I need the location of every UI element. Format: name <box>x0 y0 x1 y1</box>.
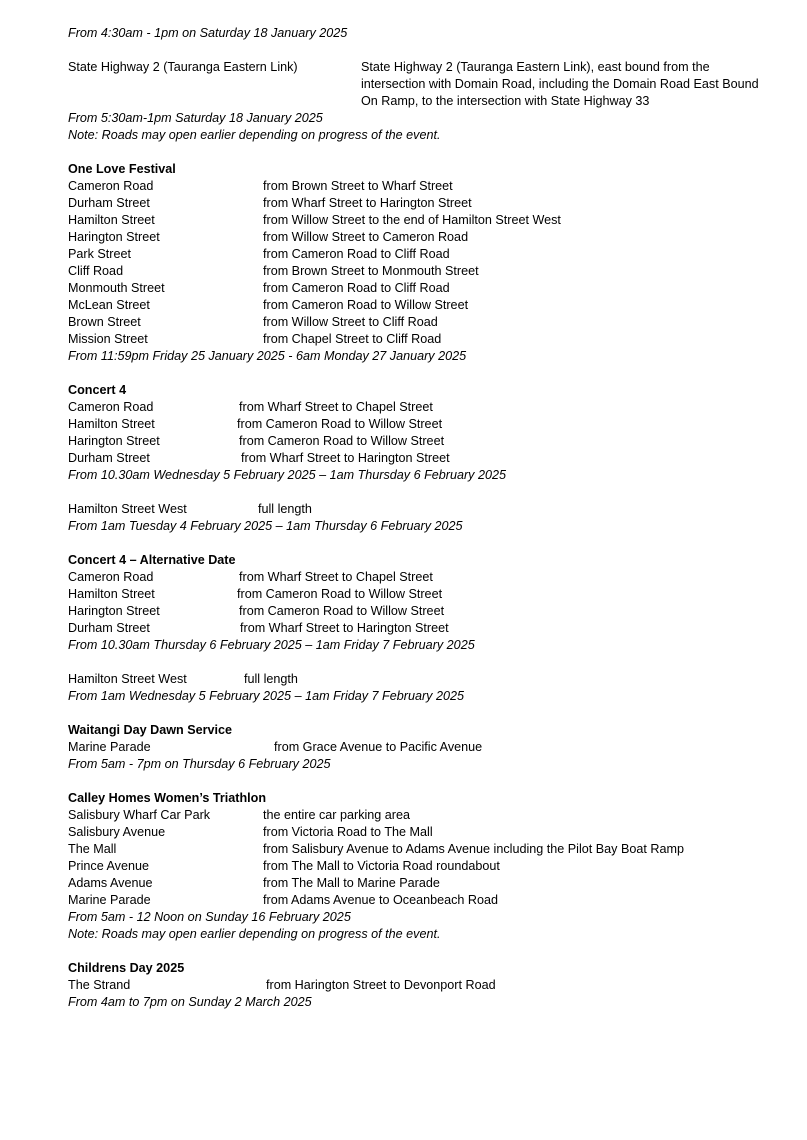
intro-time-1: From 4:30am - 1pm on Saturday 18 January 2025 <box>68 26 348 40</box>
road-extent: from Adams Avenue to Oceanbeach Road <box>263 893 499 907</box>
section-heading-one-love: One Love Festival <box>68 162 176 176</box>
closure-row <box>68 586 768 603</box>
closure-row <box>68 178 768 195</box>
road-name: Brown Street <box>68 315 141 329</box>
road-extent: from Grace Avenue to Pacific Avenue <box>274 740 483 754</box>
concert-4-alt-closures <box>68 569 768 637</box>
triathlon-closures <box>68 807 768 909</box>
triathlon-note: Note: Roads may open earlier depending on progress of the event. <box>68 927 441 941</box>
waitangi-time: From 5am - 7pm on Thursday 6 February 2025 <box>68 757 331 771</box>
closure-row <box>68 331 768 348</box>
road-name: Cliff Road <box>68 264 124 278</box>
road-extent: from Willow Street to the end of Hamilton Street West <box>263 213 561 227</box>
section-heading-concert-4: Concert 4 <box>68 383 127 397</box>
road-name: Hamilton Street <box>68 417 155 431</box>
intro-time-2: From 5:30am-1pm Saturday 18 January 2025 <box>68 111 323 125</box>
section-heading-concert-4-alt: Concert 4 – Alternative Date <box>68 553 236 567</box>
sh2-closure-row <box>68 59 768 110</box>
road-extent: from The Mall to Victoria Road roundabout <box>263 859 500 873</box>
road-name: Hamilton Street West <box>68 672 187 686</box>
road-name: Adams Avenue <box>68 876 153 890</box>
road-name: Durham Street <box>68 196 150 210</box>
road-extent: full length <box>244 672 298 686</box>
closure-row <box>68 824 768 841</box>
road-name: Harington Street <box>68 604 160 618</box>
closure-row <box>68 739 768 756</box>
road-name: Park Street <box>68 247 131 261</box>
closure-row <box>68 671 768 688</box>
road-extent: from Brown Street to Wharf Street <box>263 179 453 193</box>
road-name: Hamilton Street <box>68 587 155 601</box>
road-extent: from Willow Street to Cameron Road <box>263 230 469 244</box>
closure-row <box>68 195 768 212</box>
road-name: Mission Street <box>68 332 148 346</box>
closure-row <box>68 603 768 620</box>
closure-row <box>68 280 768 297</box>
closure-row <box>68 314 768 331</box>
closure-row <box>68 433 768 450</box>
road-name: Marine Parade <box>68 893 151 907</box>
section-heading-waitangi: Waitangi Day Dawn Service <box>68 723 233 737</box>
triathlon-time: From 5am - 12 Noon on Sunday 16 February 2025 <box>68 910 351 924</box>
road-name: Hamilton Street <box>68 213 155 227</box>
road-name: McLean Street <box>68 298 150 312</box>
road-extent: from Cameron Road to Cliff Road <box>263 281 450 295</box>
road-name: Durham Street <box>68 451 150 465</box>
closure-row <box>68 841 768 858</box>
road-name: The Mall <box>68 842 117 856</box>
road-name: Cameron Road <box>68 400 154 414</box>
closure-row <box>68 263 768 280</box>
intro-note: Note: Roads may open earlier depending on progress of the event. <box>68 128 441 142</box>
road-extent: from Cameron Road to Willow Street <box>239 434 445 448</box>
road-extent: from Wharf Street to Harington Street <box>241 451 450 465</box>
sh2-road: State Highway 2 (Tauranga Eastern Link) <box>68 60 298 74</box>
section-heading-triathlon: Calley Homes Women’s Triathlon <box>68 791 267 805</box>
road-extent: from Wharf Street to Chapel Street <box>239 400 433 414</box>
closure-row <box>68 229 768 246</box>
road-name: Salisbury Avenue <box>68 825 166 839</box>
road-name: Cameron Road <box>68 570 154 584</box>
childrens-day-time: From 4am to 7pm on Sunday 2 March 2025 <box>68 995 312 1009</box>
road-extent: from Brown Street to Monmouth Street <box>263 264 479 278</box>
road-extent: from The Mall to Marine Parade <box>263 876 440 890</box>
road-name: Durham Street <box>68 621 150 635</box>
closure-row <box>68 892 768 909</box>
closure-row <box>68 297 768 314</box>
road-extent: the entire car parking area <box>263 808 411 822</box>
one-love-time: From 11:59pm Friday 25 January 2025 - 6am Monday 27 January 2025 <box>68 349 467 363</box>
closure-row <box>68 620 768 637</box>
road-extent: from Cameron Road to Willow Street <box>239 604 445 618</box>
sh2-description: State Highway 2 (Tauranga Eastern Link), east bound from the intersection with Domain Road, including the Domain Road East Bound On Ramp, to the intersection with State Highway 33 <box>361 60 759 108</box>
road-extent: full length <box>258 502 312 516</box>
road-extent: from Victoria Road to The Mall <box>263 825 433 839</box>
closure-row <box>68 858 768 875</box>
road-extent: from Willow Street to Cliff Road <box>263 315 438 329</box>
road-extent: from Wharf Street to Harington Street <box>263 196 472 210</box>
road-extent: from Harington Street to Devonport Road <box>266 978 496 992</box>
road-name: Monmouth Street <box>68 281 165 295</box>
closure-row <box>68 450 768 467</box>
road-extent: from Cameron Road to Willow Street <box>237 587 443 601</box>
closure-row <box>68 246 768 263</box>
road-name: Harington Street <box>68 230 160 244</box>
road-extent: from Cameron Road to Cliff Road <box>263 247 450 261</box>
road-extent: from Wharf Street to Chapel Street <box>239 570 433 584</box>
concert-4-alt-hsw-time: From 1am Wednesday 5 February 2025 – 1am Friday 7 February 2025 <box>68 689 464 703</box>
road-name: Salisbury Wharf Car Park <box>68 808 211 822</box>
road-name: Cameron Road <box>68 179 154 193</box>
concert-4-alt-time: From 10.30am Thursday 6 February 2025 – 1am Friday 7 February 2025 <box>68 638 475 652</box>
road-extent: from Cameron Road to Willow Street <box>237 417 443 431</box>
closure-row <box>68 807 768 824</box>
road-name: Hamilton Street West <box>68 502 187 516</box>
road-extent: from Cameron Road to Willow Street <box>263 298 469 312</box>
closure-row <box>68 399 768 416</box>
closure-row <box>68 501 768 518</box>
closure-row <box>68 875 768 892</box>
road-name: The Strand <box>68 978 131 992</box>
road-name: Marine Parade <box>68 740 151 754</box>
road-extent: from Chapel Street to Cliff Road <box>263 332 442 346</box>
one-love-closures <box>68 178 768 348</box>
concert-4-closures <box>68 399 768 467</box>
closure-row <box>68 212 768 229</box>
road-name: Harington Street <box>68 434 160 448</box>
road-extent: from Salisbury Avenue to Adams Avenue including the Pilot Bay Boat Ramp <box>263 842 684 856</box>
section-heading-childrens-day: Childrens Day 2025 <box>68 961 185 975</box>
road-name: Prince Avenue <box>68 859 149 873</box>
concert-4-hsw-time: From 1am Tuesday 4 February 2025 – 1am Thursday 6 February 2025 <box>68 519 463 533</box>
closure-row <box>68 569 768 586</box>
closure-row <box>68 416 768 433</box>
road-extent: from Wharf Street to Harington Street <box>240 621 449 635</box>
closure-row <box>68 977 768 994</box>
document-page <box>68 25 768 1011</box>
concert-4-time: From 10.30am Wednesday 5 February 2025 – 1am Thursday 6 February 2025 <box>68 468 506 482</box>
